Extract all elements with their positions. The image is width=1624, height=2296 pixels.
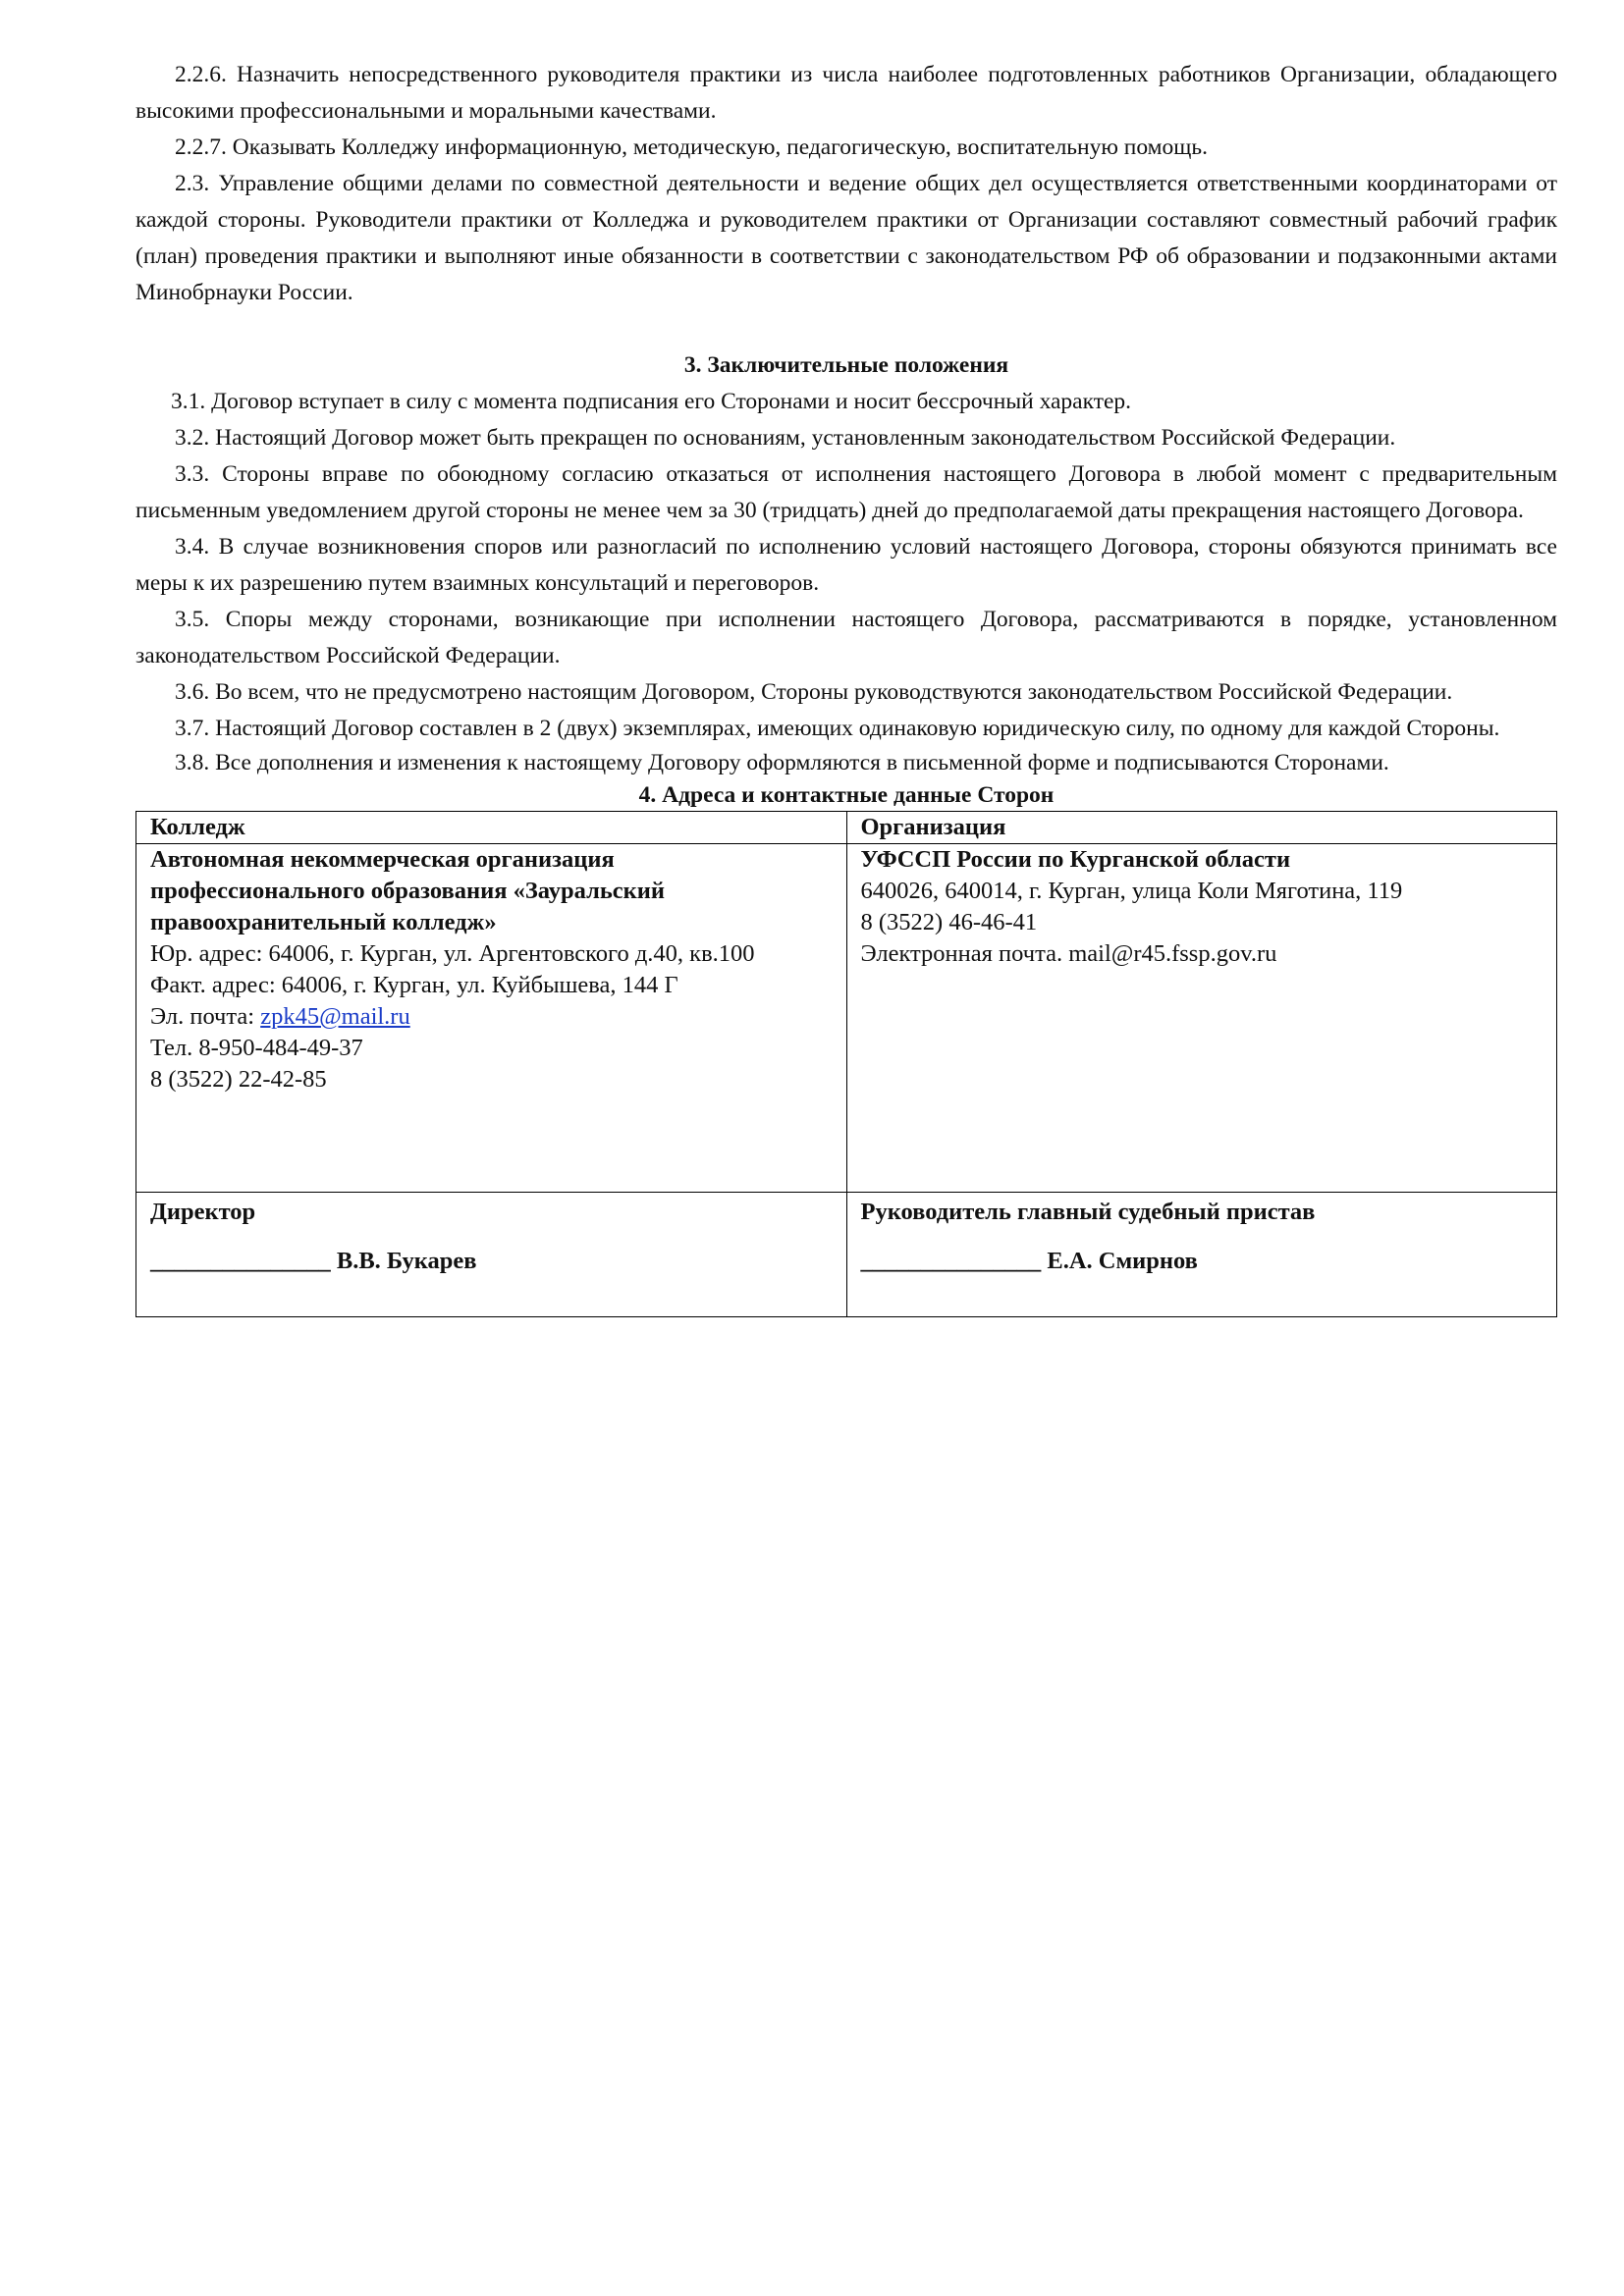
organization-email: Электронная почта. mail@r45.fssp.gov.ru <box>860 940 1277 967</box>
college-email-label: Эл. почта: <box>150 1003 261 1030</box>
clause-3-2: 3.2. Настоящий Договор может быть прекращен по основаниям, установленным законодательством Российской Федерации. <box>175 425 1396 451</box>
clause-3-4: 3.4. В случае возникновения споров или разногласий по исполнению условий настоящего Договора, стороны обязуются принимать все меры к их разрешению путем взаимных консультаций и переговоров. <box>135 534 1557 596</box>
college-phone-1: Тел. 8-950-484-49-37 <box>150 1035 363 1061</box>
parties-signature-row <box>136 1193 1557 1317</box>
college-signature <box>136 1193 847 1317</box>
section-4-title: 4. Адреса и контактные данные Сторон <box>638 782 1055 808</box>
parties-header-row <box>136 812 1557 844</box>
college-phone-2: 8 (3522) 22-42-85 <box>150 1066 327 1093</box>
college-signature-line: _______________ В.В. Букарев <box>150 1248 477 1274</box>
section-3-title: 3. Заключительные положения <box>683 352 1009 378</box>
organization-address: 640026, 640014, г. Курган, улица Коли Мяготина, 119 <box>860 878 1403 904</box>
clause-3-3: 3.3. Стороны вправе по обоюдному согласию отказаться от исполнения настоящего Договора в любой момент с предварительным письменным уведомлением другой стороны не менее чем за 30 (тридцать) дней до предполагаемой даты прекращения настоящего Договора. <box>135 461 1557 523</box>
organization-signature <box>846 1193 1557 1317</box>
clause-3-1: 3.1. Договор вступает в силу с момента подписания его Сторонами и носит бессрочный характер. <box>171 389 1132 414</box>
organization-phone: 8 (3522) 46-46-41 <box>860 909 1038 935</box>
college-name-line-1: Автономная некоммерческая организация <box>150 846 615 873</box>
section-gap <box>135 311 1557 347</box>
college-actual-address: Факт. адрес: 64006, г. Курган, ул. Куйбышева, 144 Г <box>150 972 678 998</box>
college-name-line-2: профессионального образования «Зауральский <box>150 878 666 904</box>
college-details <box>136 844 847 1193</box>
clause-3-6: 3.6. Во всем, что не предусмотрено настоящим Договором, Стороны руководствуются законодательством Российской Федерации. <box>175 679 1453 705</box>
parties-details-row <box>136 844 1557 1193</box>
organization-name: УФССП России по Курганской области <box>860 846 1291 873</box>
college-email-row <box>150 1001 833 1033</box>
clause-3-8: 3.8. Все дополнения и изменения к настоящему Договору оформляются в письменной форме и подписываются Сторонами. <box>175 750 1389 775</box>
clause-2-2-7: 2.2.7. Оказывать Колледжу информационную, методическую, педагогическую, воспитательную помощь. <box>175 134 1208 160</box>
clause-2-3: 2.3. Управление общими делами по совместной деятельности и ведение общих дел осуществляется ответственными координаторами от каждой стороны. Руководители практики от Колледжа и руководителем практики от Организации составляют совместный рабочий график (план) проведения практики и выполняют иные обязанности в соответствии с законодательством РФ об образовании и подзаконными актами Минобрнауки России. <box>135 171 1557 305</box>
organization-signer-title: Руководитель главный судебный пристав <box>860 1199 1316 1225</box>
college-column-header: Колледж <box>136 812 847 844</box>
clause-3-7: 3.7. Настоящий Договор составлен в 2 (двух) экземплярах, имеющих одинаковую юридическую силу, по одному для каждой Стороны. <box>175 716 1500 741</box>
organization-signature-line: _______________ Е.А. Смирнов <box>860 1248 1198 1274</box>
clause-2-2-6: 2.2.6. Назначить непосредственного руководителя практики из числа наиболее подготовленных работников Организации, обладающего высокими профессиональными и моральными качествами. <box>135 62 1557 124</box>
parties-table <box>135 811 1557 1317</box>
college-signer-title: Директор <box>150 1199 256 1225</box>
clause-3-5: 3.5. Споры между сторонами, возникающие при исполнении настоящего Договора, рассматриваются в порядке, установленном законодательством Российской Федерации. <box>135 607 1557 668</box>
organization-column-header: Организация <box>846 812 1557 844</box>
organization-details <box>846 844 1557 1193</box>
college-email-link[interactable]: zpk45@mail.ru <box>260 1003 410 1030</box>
contract-page <box>135 57 1557 1317</box>
college-legal-address: Юр. адрес: 64006, г. Курган, ул. Аргентовского д.40, кв.100 <box>150 940 755 967</box>
college-name-line-3: правоохранительный колледж» <box>150 909 497 935</box>
